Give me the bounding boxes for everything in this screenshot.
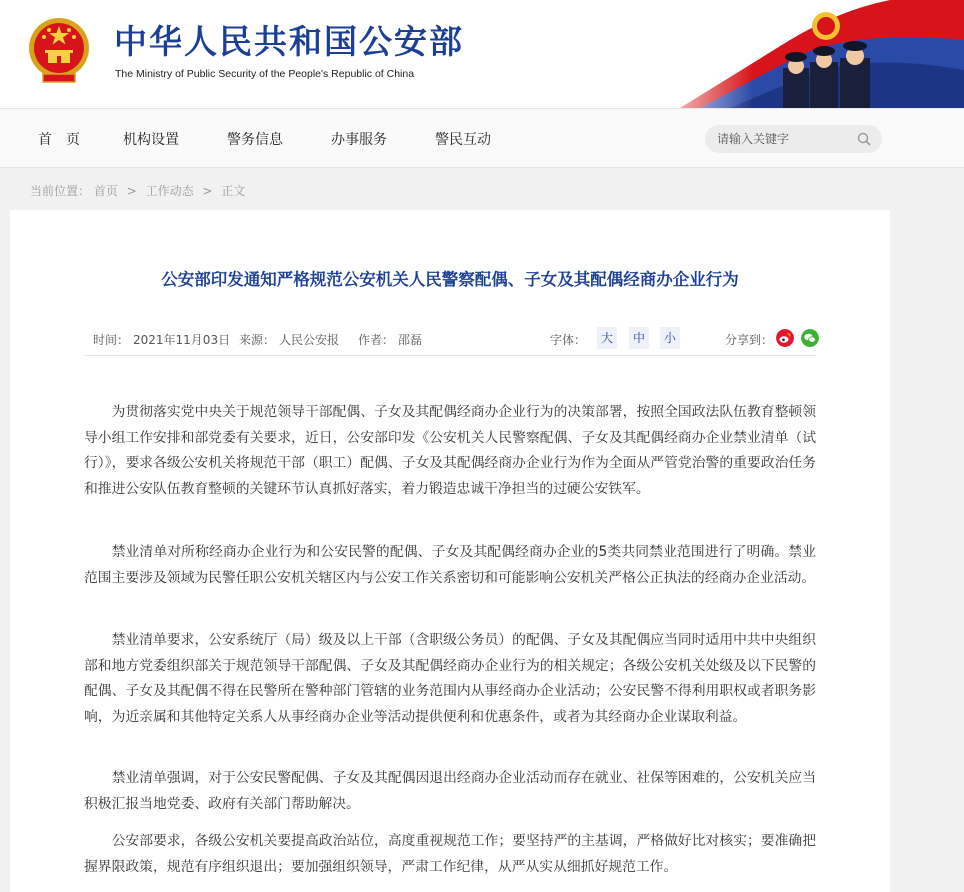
breadcrumb-separator: > — [202, 184, 213, 198]
article-author: 邵磊 — [398, 333, 423, 347]
police-banner-image — [640, 0, 964, 108]
breadcrumb-prefix: 当前位置： — [30, 184, 91, 198]
article-panel — [10, 210, 890, 892]
source-label: 来源： — [239, 333, 276, 347]
article-paragraph: 禁业清单对所称经商办企业行为和公安民警的配偶、子女及其配偶经商办企业的5类共同禁业范围进行了明确。禁业范围主要涉及领域为民警任职公安机关辖区内与公安工作关系密切和可能影响公安机关严格公正执法的经商办企业活动。 — [84, 544, 816, 586]
article-source: 人民公安报 — [279, 333, 340, 347]
font-size-large-button[interactable]: 大 — [597, 327, 617, 349]
article-paragraph: 公安部要求，各级公安机关要提高政治站位，高度重视规范工作；要坚持严的主基调，严格做好比对核实；要准确把握界限政策，规范有序组织退出；要加强组织领导，严肃工作纪律，从严从实从细抓好规范工作。 — [84, 833, 816, 875]
breadcrumb-separator: > — [126, 184, 137, 198]
breadcrumb — [30, 182, 245, 199]
article-paragraph: 禁业清单要求，公安系统厅（局）级及以上干部（含职级公务员）的配偶、子女及其配偶应当同时适用中共中央组织部和地方党委组织部关于规范领导干部配偶、子女及其配偶经商办企业行为的相关规定；各级公安机关处级及以下民警的配偶、子女及其配偶不得在民警所在警种部门管辖的业务范围内从事经商办企业活动；公安民警不得利用职权或者职务影响，为近亲属和其他特定关系人从事经商办企业等活动提供便利和优惠条件，或者为其经商办企业谋取利益。 — [84, 632, 816, 725]
article-title: 公安部印发通知严格规范公安机关人民警察配偶、子女及其配偶经商办企业行为 — [161, 270, 739, 289]
weibo-icon[interactable] — [776, 329, 794, 347]
site-header — [0, 0, 964, 108]
nav-item-services[interactable]: 办事服务 — [331, 132, 387, 148]
publish-time: 2021年11月03日 — [133, 333, 231, 347]
nav-item-police-info[interactable]: 警务信息 — [227, 132, 283, 148]
nav-item-home[interactable]: 首 页 — [38, 132, 80, 148]
search-input[interactable] — [717, 130, 852, 148]
breadcrumb-current: 正文 — [221, 184, 246, 198]
font-size-medium-button[interactable]: 中 — [629, 327, 649, 349]
time-label: 时间： — [93, 333, 130, 347]
article-paragraph: 禁业清单强调，对于公安民警配偶、子女及其配偶因退出经商办企业活动而存在就业、社保等困难的，公安机关应当积极汇报当地党委、政府有关部门帮助解决。 — [84, 770, 816, 812]
breadcrumb-work-news[interactable]: 工作动态 — [145, 184, 194, 198]
wechat-icon[interactable] — [801, 329, 819, 347]
nav-item-interaction[interactable]: 警民互动 — [435, 132, 491, 148]
nav-item-organization[interactable]: 机构设置 — [123, 132, 179, 148]
site-title: 中华人民共和国公安部 — [114, 22, 464, 61]
main-nav — [0, 108, 964, 168]
font-size-small-button[interactable]: 小 — [660, 327, 680, 349]
article-meta — [84, 324, 816, 356]
breadcrumb-home[interactable]: 首页 — [93, 184, 118, 198]
site-subtitle: The Ministry of Public Security of the People's Republic of China — [115, 68, 415, 80]
author-label: 作者： — [358, 333, 395, 347]
font-size-label: 字体： — [550, 333, 587, 347]
search-icon[interactable] — [856, 131, 872, 147]
national-emblem-icon[interactable] — [27, 16, 91, 84]
share-label: 分享到： — [725, 333, 774, 347]
search-box — [705, 125, 882, 153]
article-paragraph: 为贯彻落实党中央关于规范领导干部配偶、子女及其配偶经商办企业行为的决策部署，按照全国政法队伍教育整顿领导小组工作安排和部党委有关要求，近日，公安部印发《公安机关人民警察配偶、子女及其配偶经商办企业禁业清单（试行）》，要求各级公安机关将规范干部（职工）配偶、子女及其配偶经商办企业行为作为全面从严管党治警的重要政治任务和推进公安队伍教育整顿的关键环节认真抓好落实，着力锻造忠诚干净担当的过硬公安铁军。 — [84, 404, 816, 497]
